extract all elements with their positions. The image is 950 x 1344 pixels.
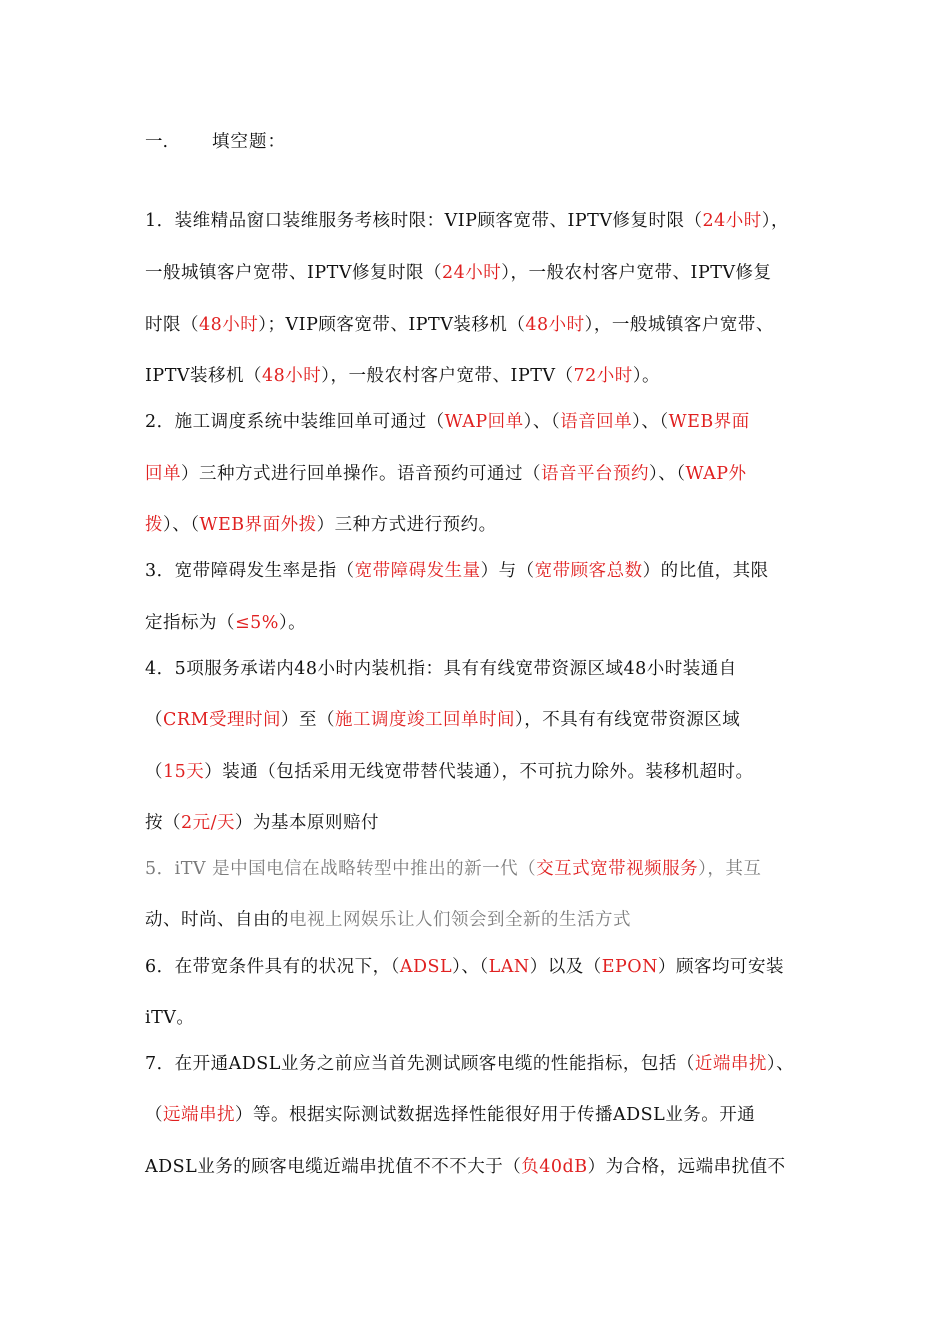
text-span: 2．施工调度系统中装维回单可通过（ (145, 412, 445, 432)
text-line (145, 311, 774, 336)
text-span: ）的比值，其限 (642, 561, 769, 581)
text-line (145, 557, 769, 582)
answer-text: 回单 (145, 464, 181, 484)
answer-text: ADSL (399, 957, 453, 977)
text-span: 电视上网娱乐让人们领会到全新的生活方式 (289, 910, 631, 930)
text-span: ）、（ (452, 957, 489, 977)
text-span: ）与（ (480, 561, 535, 581)
text-span: 5．iTV 是中国电信在战略转型中推出的新一代（ (145, 859, 537, 879)
text-span: ）三种方式进行预约。 (316, 515, 497, 535)
answer-text: 宽带顾客总数 (534, 561, 643, 581)
text-span: ），不具有有线宽带资源区域 (515, 710, 741, 730)
answer-text: 2元/天 (181, 813, 236, 833)
text-line (145, 809, 379, 834)
answer-text: 拨 (145, 515, 163, 535)
answer-text: EPON (601, 957, 658, 977)
answer-text: 语音平台预约 (541, 464, 649, 484)
text-line (145, 1004, 194, 1029)
text-line (145, 855, 761, 880)
text-span: 一般城镇客户宽带、IPTV修复时限（ (145, 263, 442, 283)
text-span: ），一般农村客户宽带、IPTV（ (321, 366, 574, 386)
text-span: （ (145, 762, 163, 782)
answer-text: 48小时 (199, 315, 259, 335)
text-span: 6．在带宽条件具有的状况下，（ (145, 957, 400, 977)
text-line (145, 953, 784, 978)
answer-text: WEB界面外拨 (199, 515, 317, 535)
text-span: ）装通（包括采用无线宽带替代装通），不可抗力除外。装移机超时。 (204, 762, 754, 782)
text-line (145, 1050, 794, 1075)
text-span: ）、 (766, 1054, 795, 1074)
text-line (145, 906, 631, 931)
text-line (145, 609, 306, 634)
text-span: 4．5项服务承诺内48小时内装机指：具有有线宽带资源区域48小时装通自 (145, 659, 737, 679)
text-span: （ (145, 710, 163, 730)
text-span: ）为合格，远端串扰值不 (587, 1157, 786, 1177)
text-span: 按（ (145, 813, 181, 833)
text-span: 1．装维精品窗口装维服务考核时限：VIP顾客宽带、IPTV修复时限（ (145, 211, 703, 231)
answer-text: 72小时 (573, 366, 633, 386)
text-line (145, 362, 660, 387)
text-line (145, 511, 497, 536)
answer-text: 负40dB (521, 1157, 588, 1177)
text-span: ）。 (632, 366, 661, 386)
text-span: （ (145, 1105, 163, 1125)
answer-text: 交互式宽带视频服务 (536, 859, 699, 879)
text-line (145, 655, 737, 680)
text-span: iTV。 (145, 1008, 195, 1028)
text-span: ）；VIP顾客宽带、IPTV装移机（ (258, 315, 526, 335)
text-line (145, 1101, 755, 1126)
text-span: ）为基本原则赔付 (235, 813, 380, 833)
text-line (145, 706, 740, 731)
answer-text: 24小时 (442, 263, 502, 283)
text-span: ），其互 (698, 859, 762, 879)
answer-text: 48小时 (262, 366, 322, 386)
answer-text: WEB界面 (668, 412, 750, 432)
text-span: ）等。根据实际测试数据选择性能很好用于传播ADSL业务。开通 (235, 1105, 756, 1125)
answer-text: LAN (488, 957, 530, 977)
text-line (145, 207, 789, 232)
text-span: ）三种方式进行回单操作。语音预约可通过（ (181, 464, 541, 484)
answer-text: 施工调度竣工回单时间 (335, 710, 515, 730)
text-span: ）， (761, 211, 789, 231)
text-span: ）以及（ (529, 957, 602, 977)
answer-text: ≤5% (235, 613, 279, 633)
text-span: ），一般城镇客户宽带、 (584, 315, 774, 335)
text-span: ）至（ (281, 710, 335, 730)
text-line (145, 758, 754, 783)
answer-text: WAP回单 (444, 412, 524, 432)
answer-text: 48小时 (525, 315, 585, 335)
section-number: 一. (145, 132, 169, 152)
answer-text: 近端串扰 (694, 1054, 767, 1074)
text-line (145, 408, 750, 433)
answer-text: WAP外 (685, 464, 747, 484)
text-span: ）、（ (632, 412, 669, 432)
answer-text: 宽带障碍发生量 (354, 561, 481, 581)
text-span: 7．在开通ADSL业务之前应当首先测试顾客电缆的性能指标，包括（ (145, 1054, 695, 1074)
text-span: ）。 (278, 613, 307, 633)
answer-text: CRM受理时间 (163, 710, 281, 730)
text-line (145, 460, 747, 485)
text-span: 定指标为（ (145, 613, 235, 633)
text-span: IPTV装移机（ (145, 366, 262, 386)
text-span: ）、（ (163, 515, 200, 535)
text-span: 3．宽带障碍发生率是指（ (145, 561, 355, 581)
text-span: ），一般农村客户宽带、IPTV修复 (501, 263, 772, 283)
answer-text: 语音回单 (560, 412, 633, 432)
answer-text: 24小时 (702, 211, 762, 231)
text-span: ）、（ (523, 412, 561, 432)
answer-text: 15天 (163, 762, 205, 782)
text-span: ADSL业务的顾客电缆近端串扰值不不不大于（ (145, 1157, 522, 1177)
text-line (145, 1153, 786, 1178)
text-span: 动、时尚、自由的 (145, 910, 289, 930)
text-span: ）、（ (649, 464, 686, 484)
answer-text: 远端串扰 (163, 1105, 235, 1125)
section-title: 填空题： (212, 132, 286, 152)
text-span: 时限（ (145, 315, 199, 335)
text-line (145, 259, 772, 284)
text-span: ）顾客均可安装 (657, 957, 784, 977)
